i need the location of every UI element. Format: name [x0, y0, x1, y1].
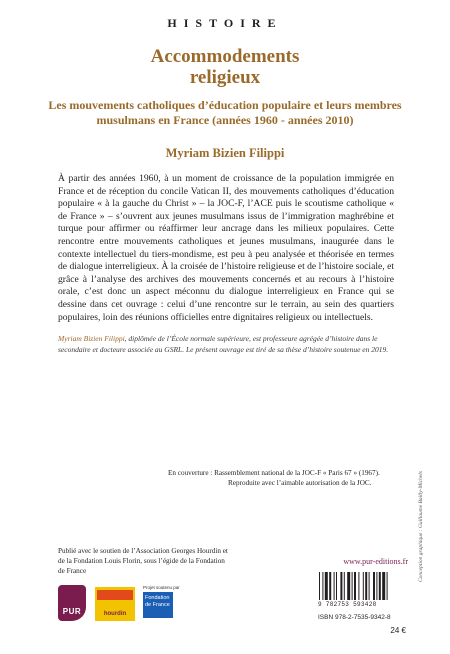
- isbn: ISBN 978-2-7535-9342-8: [318, 614, 391, 621]
- fdf-name: Fondation de France: [143, 592, 173, 618]
- book-title: [0, 46, 450, 88]
- fondation-de-france-logo: [143, 585, 193, 623]
- hourdin-association-logo: [95, 587, 135, 621]
- author-bio: [58, 334, 394, 355]
- publisher-website: www.pur-editions.fr: [343, 557, 408, 566]
- barcode-icon: [318, 572, 408, 600]
- cover-credit: [168, 468, 408, 488]
- support-notice: Publié avec le soutien de l’Association Georges Hourdin et de la Fondation Louis Florin, sous l’égide de la Fondation de France: [58, 547, 228, 575]
- hourdin-logo-text: hourdin: [103, 611, 127, 617]
- barcode-digits: 9 782753 593428: [318, 601, 377, 608]
- book-subtitle: Les mouvements catholiques d’éducation populaire et leurs membres musulmans en France (années 1960 - années 2010): [48, 98, 402, 127]
- bio-text: , diplômée de l’École normale supérieure, est professeure agrégée d’histoire dans le secondaire et docteure associée au GSRL. Le présent ouvrage est tiré de sa thèse d’histoire soutenue en 2019.: [58, 334, 389, 354]
- blurb-paragraph: À partir des années 1960, à un moment de croissance de la population immigrée en France et de réception du concile Vatican II, des mouvements catholiques d’éducation populaire « à la gauche du Christ » – la JOC-F, l’ACE puis le scoutisme catholique « de France » – s’ouvrent aux jeunes musulmans issus de l’immigration maghrébine et turque pour affirmer ou réaffirmer leur ancrage dans les milieux populaires. Cette rencontre entre mouvements catholiques et jeunes musulmans, inaugurée dans le contexte intellectuel du tiers-mondisme, est peu à peu analysée et théorisée en termes de dialogue interreligieux. À la croisée de l’histoire religieuse et de l’histoire sociale, et grâce à l’analyse des archives des mouvements concernés et au recours à l’histoire orale, c’est donc un aspect méconnu du dialogue interreligieux en France qui se dessine dans cet ouvrage : celui d’une rencontre sur le terrain, au sein des quartiers populaires, loin des réunions officielles entre dignitaires religieux ou intellectuels.: [58, 173, 394, 323]
- author-name: Myriam Bizien Filippi: [165, 146, 285, 160]
- book-title-line1: Accommodements: [150, 46, 300, 67]
- book-title-line2: religieux: [189, 67, 261, 88]
- pur-logo-text: PUR: [62, 607, 82, 616]
- design-credit: Conception graphique : Guillaume Bailly-Michels: [418, 471, 424, 582]
- series-label: HISTOIRE: [167, 16, 283, 30]
- bio-author-name: Myriam Bizien Filippi: [58, 334, 125, 343]
- cover-credit-line2: Reproduite avec l’aimable autorisation de la JOC.: [228, 479, 372, 487]
- hourdin-logo-band: [97, 590, 133, 600]
- cover-credit-line1: En couverture : Rassemblement national de la JOC-F « Paris 67 » (1967).: [168, 469, 380, 477]
- fdf-support-text: Projet soutenu par: [143, 585, 180, 590]
- pur-logo: [58, 585, 86, 621]
- price: 24 €: [390, 626, 406, 635]
